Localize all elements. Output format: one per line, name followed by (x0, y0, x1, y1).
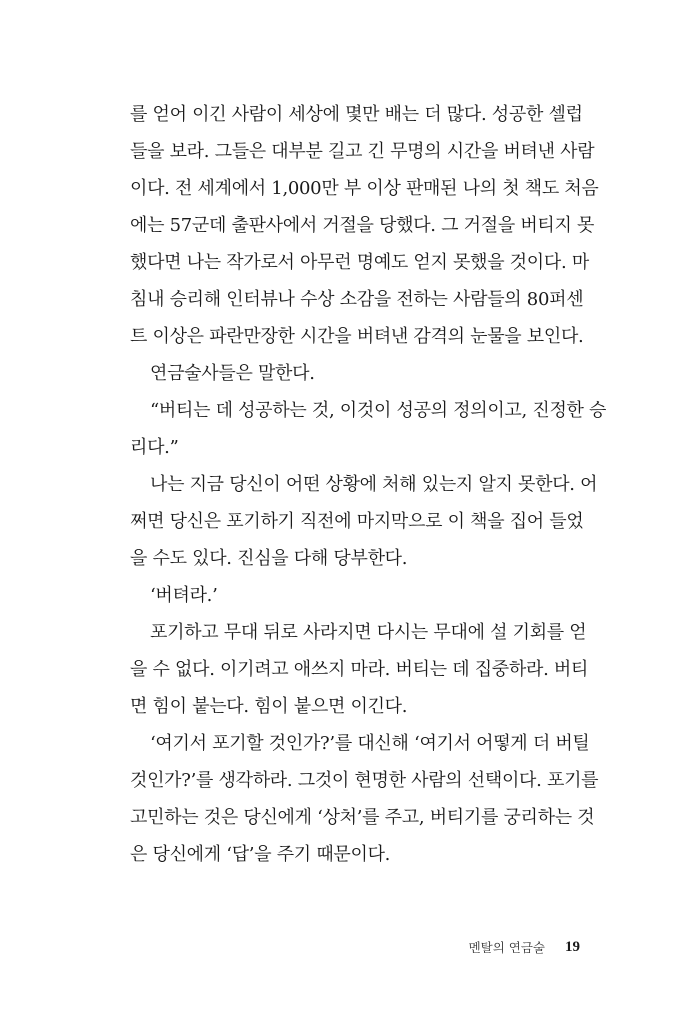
text-line: 침내 승리해 인터뷰나 수상 소감을 전하는 사람들의 80퍼센 (130, 289, 584, 310)
text-line: 리다.” (130, 437, 179, 458)
text-line: 들을 보라. 그들은 대부분 길고 긴 무명의 시간을 버텨낸 사람 (130, 141, 595, 162)
text-line: 이다. 전 세계에서 1,000만 부 이상 판매된 나의 첫 책도 처음 (130, 178, 599, 199)
text-line: 연금술사들은 말한다. (150, 363, 315, 384)
text-line: ‘여기서 포기할 것인가?’를 대신해 ‘여기서 어떻게 더 버틸 (150, 733, 590, 754)
text-line: 을 수도 있다. 진심을 다해 당부한다. (130, 548, 408, 569)
text-line: 은 당신에게 ‘답’을 주기 때문이다. (130, 844, 391, 865)
text-line: “버티는 데 성공하는 것, 이것이 성공의 정의이고, 진정한 승 (150, 400, 607, 421)
text-line: 쩌면 당신은 포기하기 직전에 마지막으로 이 책을 집어 들었 (130, 511, 584, 532)
text-line: 을 수 없다. 이기려고 애쓰지 마라. 버티는 데 집중하라. 버티 (130, 659, 589, 680)
text-line: 를 얻어 이긴 사람이 세상에 몇만 배는 더 많다. 성공한 셀럽 (130, 104, 583, 125)
text-line: 것인가?’를 생각하라. 그것이 현명한 사람의 선택이다. 포기를 (130, 770, 599, 791)
page-number: 19 (565, 938, 580, 955)
text-line: 포기하고 무대 뒤로 사라지면 다시는 무대에 설 기회를 얻 (150, 622, 587, 643)
page-footer (430, 935, 580, 959)
text-line: 면 힘이 붙는다. 힘이 붙으면 이긴다. (130, 696, 408, 717)
text-line: 고민하는 것은 당신에게 ‘상처’를 주고, 버티기를 궁리하는 것 (130, 807, 595, 828)
running-title: 멘탈의 연금술 (468, 940, 545, 955)
body-text (130, 96, 607, 873)
text-line: 했다면 나는 작가로서 아무런 명예도 얻지 못했을 것이다. 마 (130, 252, 589, 273)
text-line: 에는 57군데 출판사에서 거절을 당했다. 그 거절을 버티지 못 (130, 215, 595, 236)
text-line: 나는 지금 당신이 어떤 상황에 처해 있는지 알지 못한다. 어 (150, 474, 598, 495)
text-line: 트 이상은 파란만장한 시간을 버텨낸 감격의 눈물을 보인다. (130, 326, 584, 347)
text-line: ‘버텨라.’ (150, 585, 218, 606)
